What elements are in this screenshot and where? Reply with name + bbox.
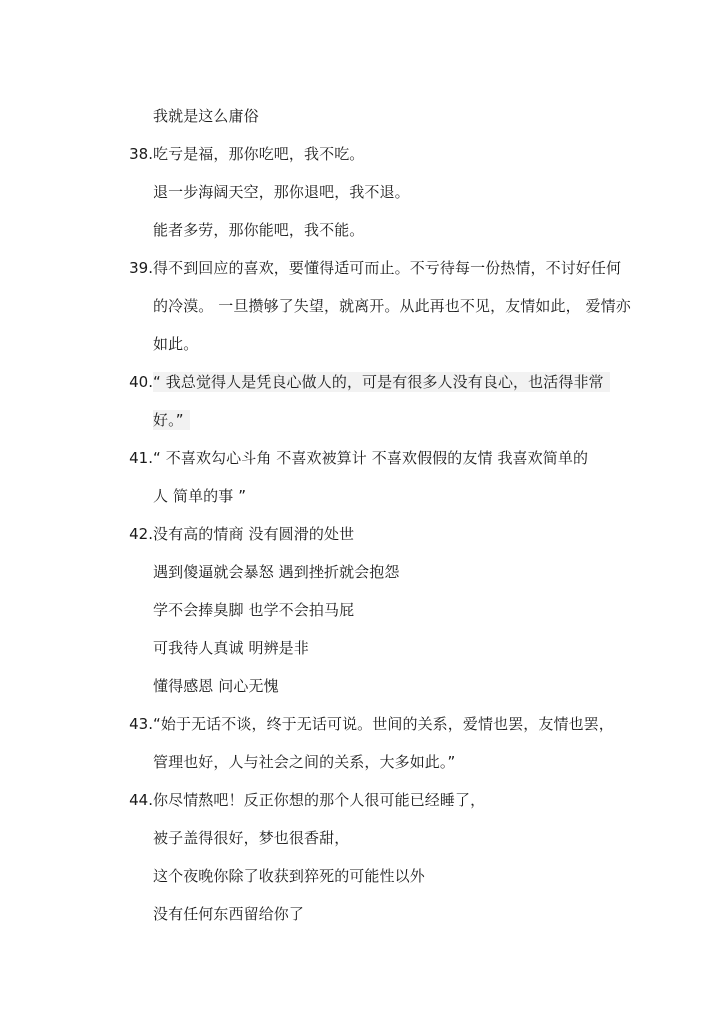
text-line: “ 不喜欢勾心斗角 不喜欢被算计 不喜欢假假的友情 我喜欢简单的 <box>153 449 589 467</box>
text-line: 吃亏是福，那你吃吧，我不吃。 <box>153 145 365 163</box>
text-line: 没有任何东西留给你了 <box>153 905 305 923</box>
text-line: “始于无话不谈，终于无话可说。世间的关系，爱情也罢，友情也罢， <box>153 715 614 733</box>
item-number: 42. <box>129 525 153 543</box>
text-line: 能者多劳，那你能吧，我不能。 <box>153 221 365 239</box>
item-number: 44. <box>129 791 153 809</box>
text-line: 你尽情熬吧！反正你想的那个人很可能已经睡了， <box>153 791 486 809</box>
text-line: 退一步海阔天空，那你退吧，我不退。 <box>153 183 410 201</box>
item-number: 41. <box>129 449 153 467</box>
highlighted-text-line: 好。” <box>153 410 190 430</box>
item-number: 39. <box>129 259 153 277</box>
text-line: 被子盖得很好，梦也很香甜， <box>153 829 350 847</box>
item-number: 38. <box>129 145 153 163</box>
text-line: 遇到傻逼就会暴怒 遇到挫折就会抱怨 <box>153 563 400 581</box>
highlighted-text-line: “ 我总觉得人是凭良心做人的，可是有很多人没有良心，也活得非常 <box>153 372 610 392</box>
text-line: 管理也好，人与社会之间的关系，大多如此。” <box>153 753 456 771</box>
text-line: 人 简单的事 ” <box>153 487 247 505</box>
text-line: 这个夜晚你除了收获到猝死的可能性以外 <box>153 867 425 885</box>
text-line: 没有高的情商 没有圆滑的处世 <box>153 525 355 543</box>
text-line: 学不会捧臭脚 也学不会拍马屁 <box>153 601 355 619</box>
text-line: 可我待人真诚 明辨是非 <box>153 639 309 657</box>
text-line: 得不到回应的喜欢，要懂得适可而止。不亏待每一份热情，不讨好任何 <box>153 259 622 277</box>
item-number: 40. <box>129 373 153 391</box>
text-line: 的冷漠。 一旦攒够了失望，就离开。从此再也不见，友情如此， 爱情亦 <box>153 297 631 315</box>
text-line: 懂得感恩 问心无愧 <box>153 677 279 695</box>
item-number: 43. <box>129 715 153 733</box>
text-line: 我就是这么庸俗 <box>153 107 259 125</box>
text-line: 如此。 <box>153 335 199 353</box>
